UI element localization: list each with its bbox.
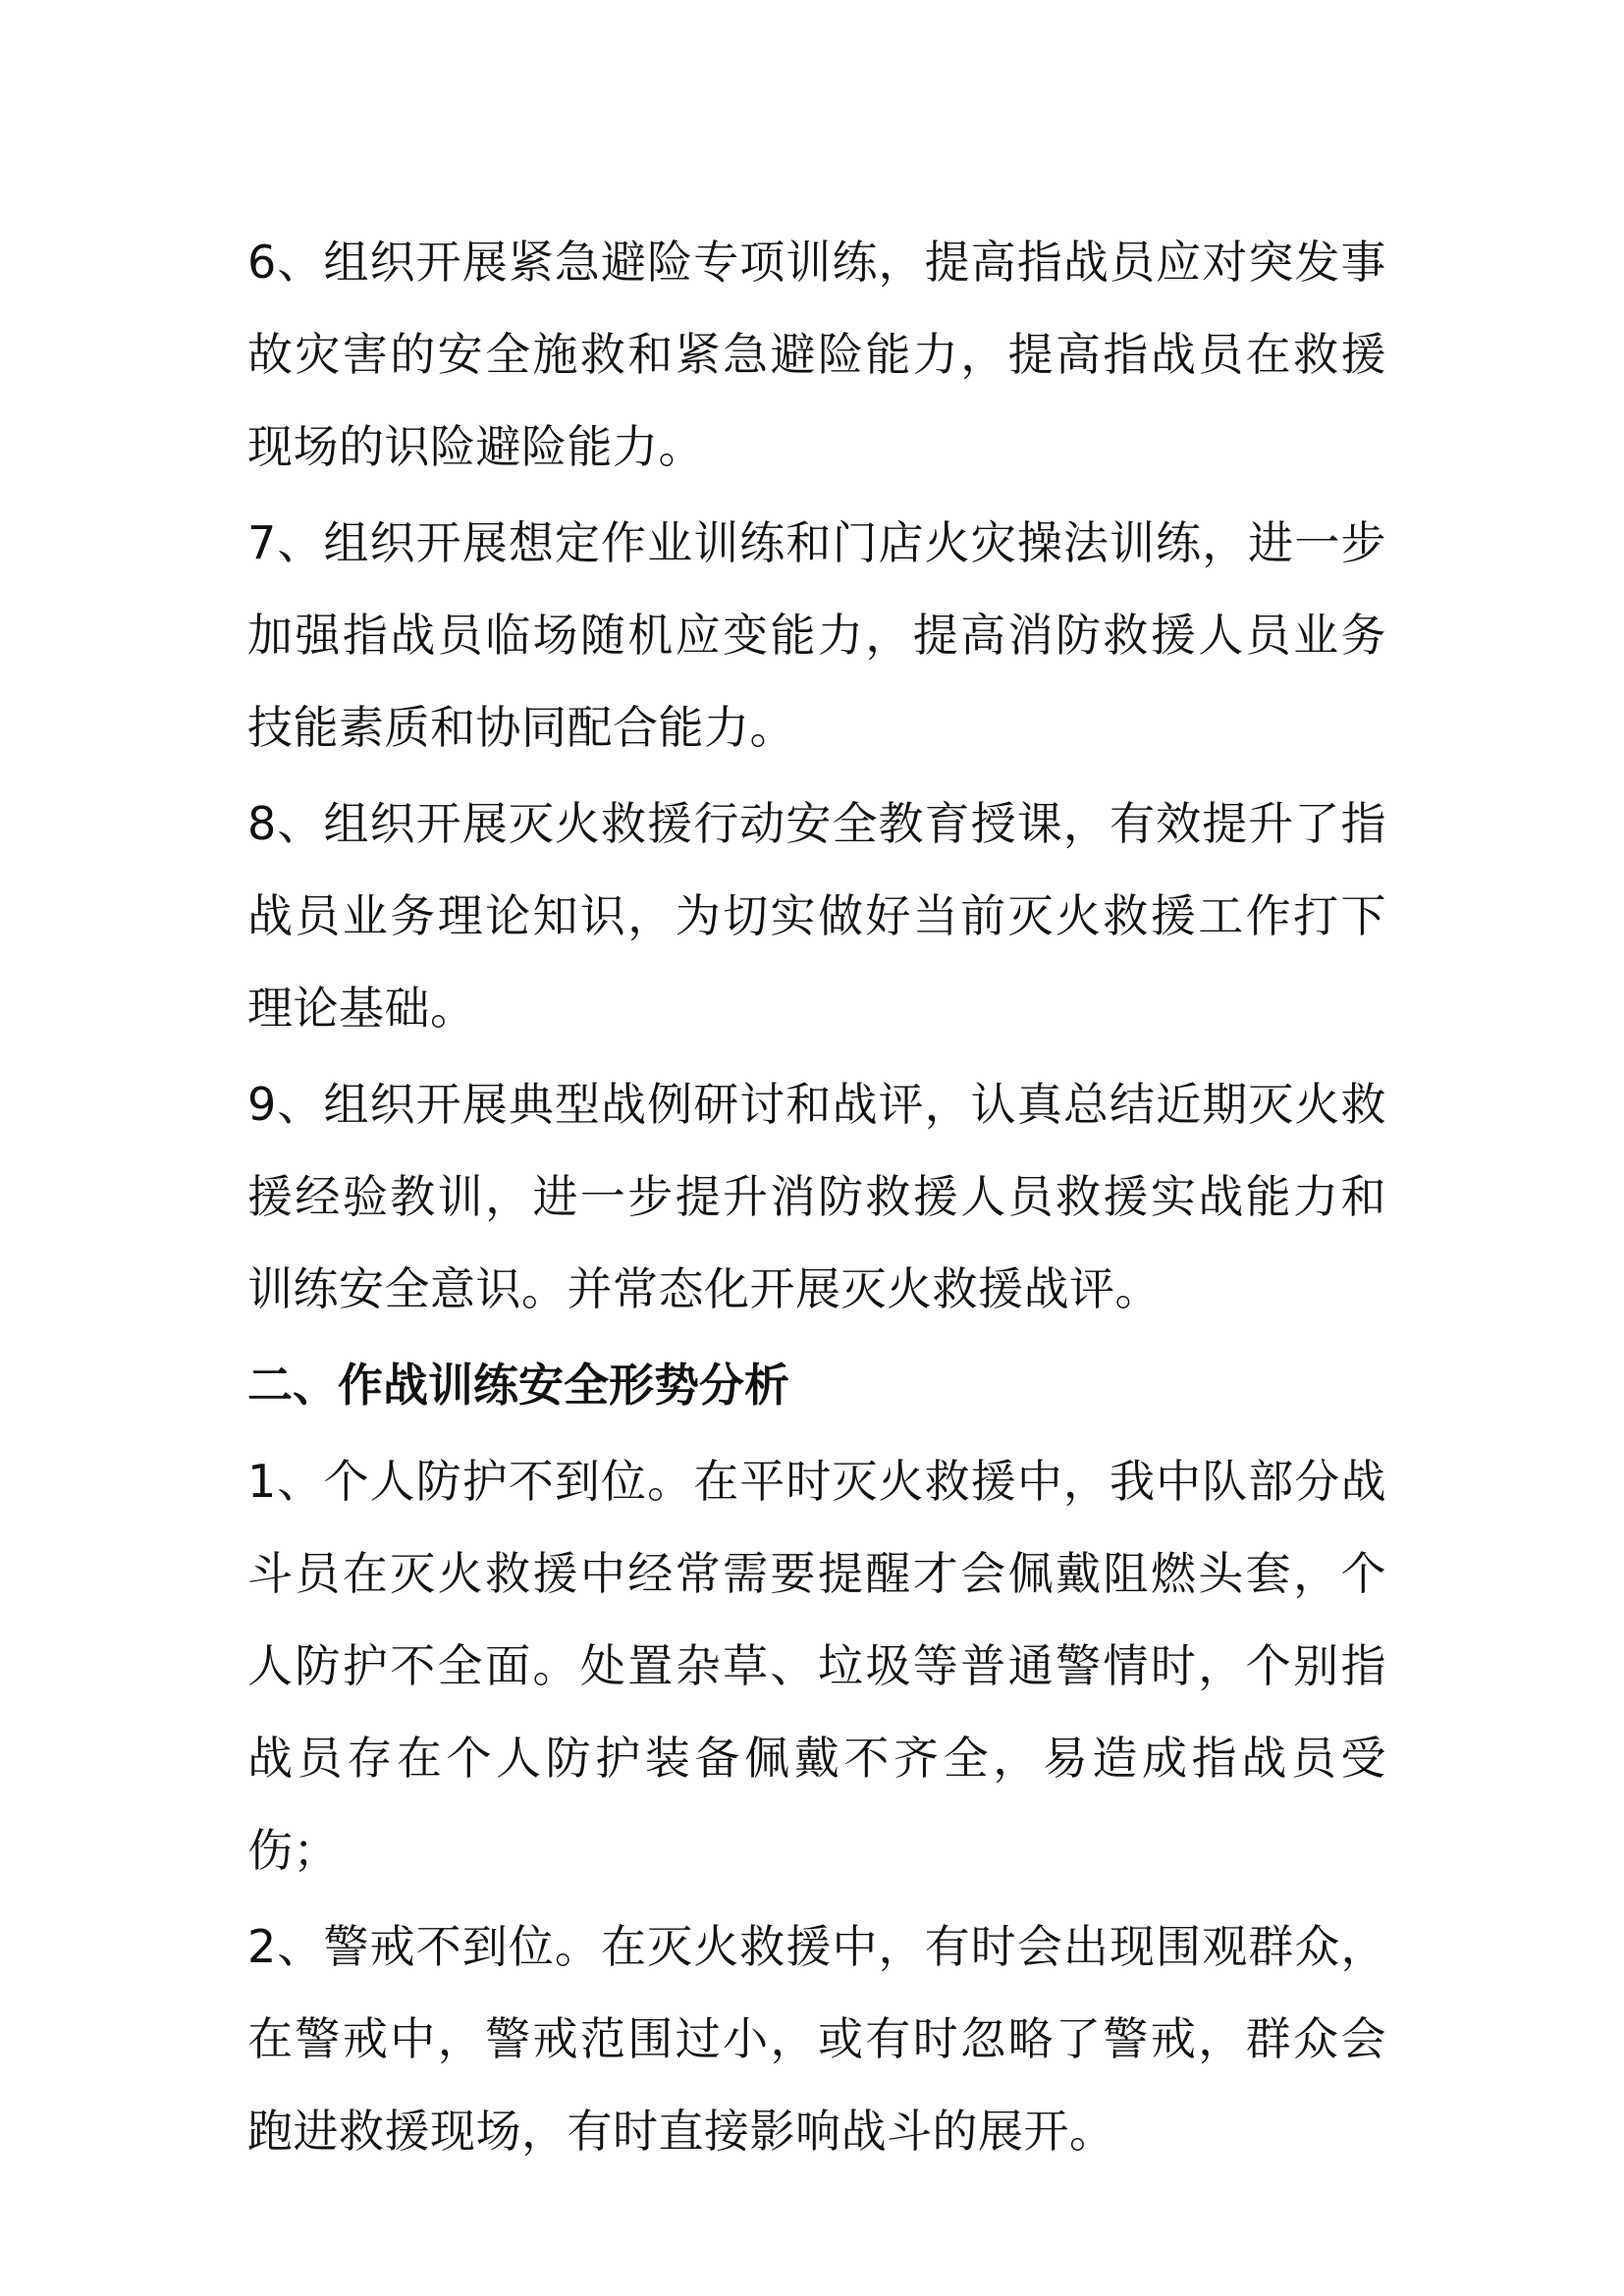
section-heading: 二、作战训练安全形势分析 [247, 1359, 789, 1412]
paragraph-item-8: 8、组织开展灭火救援行动安全教育授课，有效提升了指战员业务理论知识，为切实做好当前灭火救援工作打下理论基础。 [247, 797, 1386, 1035]
paragraph-item-6: 6、组织开展紧急避险专项训练，提高指战员应对突发事故灾害的安全施救和紧急避险能力，提高指战员在救援现场的识险避险能力。 [247, 236, 1386, 473]
paragraph-analysis-2: 2、警戒不到位。在灭火救援中，有时会出现围观群众，在警戒中，警戒范围过小，或有时忽略了警戒，群众会跑进救援现场，有时直接影响战斗的展开。 [247, 1920, 1386, 2158]
paragraph-item-7: 7、组织开展想定作业训练和门店火灾操法训练，进一步加强指战员临场随机应变能力，提高消防救援人员业务技能素质和协同配合能力。 [247, 516, 1386, 754]
document-body [247, 216, 1386, 2181]
paragraph-item-9: 9、组织开展典型战例研讨和战评，认真总结近期灭火救援经验教训，进一步提升消防救援人员救援实战能力和训练安全意识。并常态化开展灭火救援战评。 [247, 1078, 1386, 1315]
paragraph-analysis-1: 1、个人防护不到位。在平时灭火救援中，我中队部分战斗员在灭火救援中经常需要提醒才会佩戴阻燃头套，个人防护不全面。处置杂草、垃圾等普通警情时，个别指战员存在个人防护装备佩戴不齐全，易造成指战员受伤； [247, 1455, 1386, 1877]
